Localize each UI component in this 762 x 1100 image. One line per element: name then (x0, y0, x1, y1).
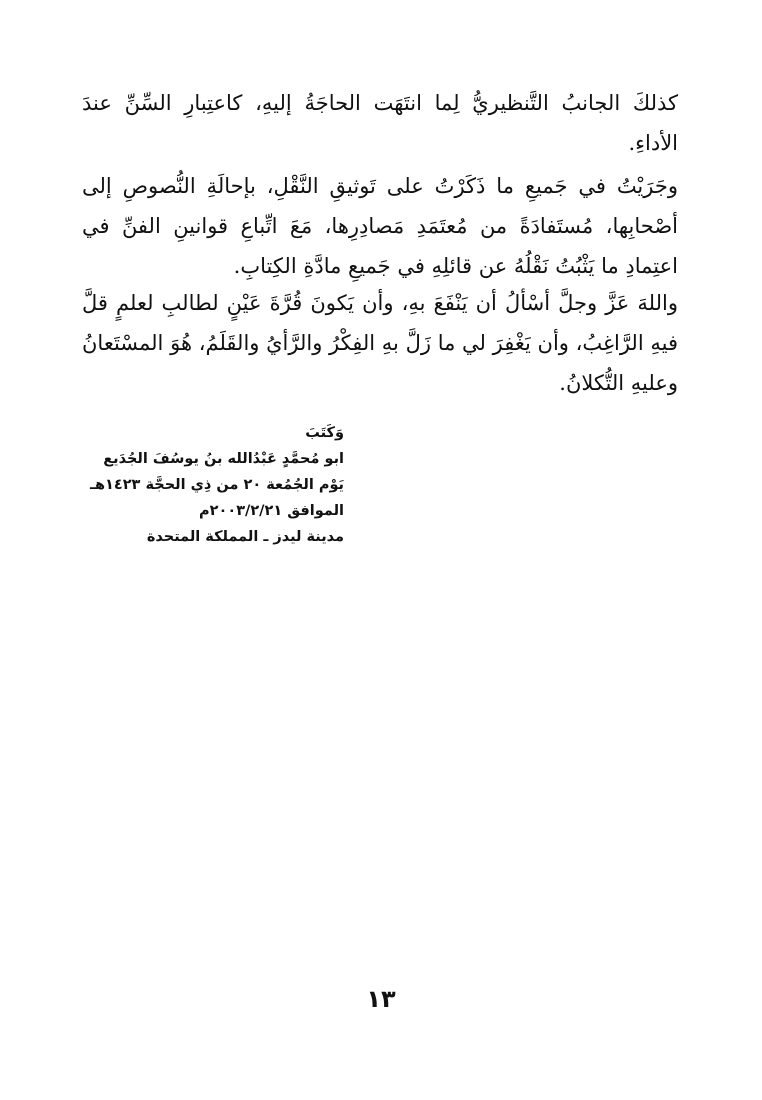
signature-gregorian-date: الموافق ٢٠٠٣/٢/٢١م (199, 503, 344, 519)
paragraph-1: كذلكَ الجانبُ التَّنظيريُّ لِما انتَهَت الحاجَةُ إليهِ، كاعتِبارِ السِّنِّ عندَ الأداءِ. (82, 91, 678, 155)
signature-author: ابو مُحمَّدٍ عَبْدُالله بنُ يوسُفَ الجُدَيع (103, 451, 344, 467)
page-number: ١٣ (366, 985, 396, 1013)
signature-block (89, 420, 344, 550)
paragraph-3: واللهَ عَزَّ وجلَّ أسْألُ أن يَنْفَعَ بهِ، وأن يَكونَ قُرَّةَ عَيْنٍ لطالبِ لعلمٍ قلَّ فيهِ الرَّاغِبُ، وأن يَغْفِرَ لي ما زَلَّ بهِ الفِكْرُ والرَّأيُ والقَلَمُ، هُوَ المسْتَعانُ وعليهِ التُّكلانُ. (82, 291, 678, 395)
signature-hijri-date: يَوْم الجُمُعة ٢٠ من ذِي الحجَّة ١٤٢٣هـ (89, 477, 344, 493)
signature-heading: وَكَتَبَ (305, 425, 344, 441)
paragraph-2: وجَرَيْتُ في جَميعِ ما ذَكَرْتُ على تَوثيقِ النَّقْلِ، بإحالَةِ النُّصوصِ إلى أصْحابِها، مُستَفادَةً من مُعتَمَدِ مَصادِرِها، مَعَ اتِّباعِ قوانينِ الفنِّ في اعتِمادِ ما يَثْبُتُ نَقْلُهُ عن قائلِهِ في جَميعِ مادَّةِ الكِتابِ. (82, 174, 678, 278)
signature-place: مدينة ليدز ـ المملكة المتحدة (146, 529, 344, 545)
